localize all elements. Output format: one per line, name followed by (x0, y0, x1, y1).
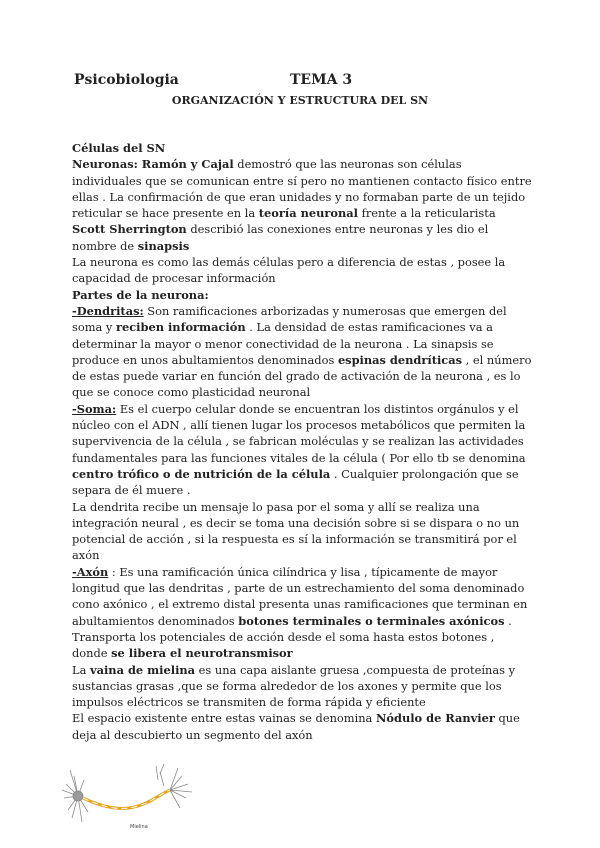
dendritas-label: -Dendritas: (72, 303, 144, 318)
axon-terminals-icon (156, 764, 192, 808)
soma-text-2: . Cualquier prolongación que se separa de él muere . (72, 466, 519, 498)
paragraph-dendritas (72, 303, 532, 401)
soma-dendrites-icon (62, 770, 88, 822)
vaina-term: vaina de mielina (89, 662, 196, 677)
espacio-text: El espacio existente entre estas vainas se denomina (72, 711, 376, 726)
axon-text-1: : Es una ramificación única cilíndrica y lisa , típicamente de mayor longitud que las dendritas , parte de un estrechamiento del soma denominado cono axónico , el extremo distal presenta unas ramificaciones que terminan en abultamientos denominados (72, 564, 528, 628)
paragraph-vaina (72, 662, 532, 711)
paragraph-ranvier (72, 710, 532, 743)
recibe-info-term: reciben información (115, 320, 246, 335)
axon-icon (83, 790, 170, 808)
paragraph-sherrington (72, 221, 532, 254)
paragraph-soma (72, 401, 532, 499)
paragraph-dendrita: La dendrita recibe un mensaje lo pasa por el soma y allí se realiza una integración neural , es decir se toma una decisión sobre si se dispara o no un potencial de acción , si la respuesta es sí la información se transmitirá por el axón (72, 499, 520, 563)
figure-caption: Mielina (130, 824, 148, 830)
ranvier-term: Nódulo de Ranvier (375, 711, 495, 726)
paragraph-axon (72, 564, 532, 662)
neuronas-label: Neuronas: Ramón y Cajal (72, 157, 234, 172)
axon-label: -Axón (72, 564, 109, 579)
dendritas-text-2: . La densidad de estas ramificaciones va a determinar la mayor o menor conectividad de la neurona . La sinapsis se produce en unos abultamientos denominados (72, 320, 494, 367)
axon-text-2: . Transporta los potenciales de acción desde el soma hasta estos botones , donde (72, 613, 512, 661)
document-body (72, 140, 532, 743)
ranvier-text: que deja al descubierto un segmento del axón (72, 711, 520, 742)
dendritas-text-1: Son ramificaciones arborizadas y numerosas que emergen del soma y (72, 303, 507, 335)
sherrington-label: Scott Sherrington (72, 222, 187, 237)
sinapsis-term: sinapsis (137, 238, 190, 253)
dendritas-text-3: , el número de estas puede variar en función del grado de activación de la neurona , es lo que se conoce como plasticidad neuronal (72, 352, 532, 400)
teoria-neuronal-term: teoría neuronal (258, 206, 358, 221)
section-partes-title: Partes de la neurona: (72, 287, 209, 302)
neuron-diagram (60, 762, 200, 832)
section-celulas-title: Células del SN (72, 141, 166, 155)
sherrington-text: describió las conexiones entre neuronas y les dio el nombre de (72, 222, 489, 253)
soma-label: -Soma: (72, 401, 117, 416)
vaina-text: es una capa aislante gruesa ,compuesta de proteínas y sustancias grasas ,que se forma alrededor de los axones y permite que los impulsos eléctricos se transmiten de forma rápida y eficiente (72, 662, 516, 710)
paragraph-neurona: La neurona es como las demás células pero a diferencia de estas , posee la capacidad de procesar información (72, 255, 506, 286)
tema-title: TEMA 3 (290, 72, 353, 88)
centro-trofico-term: centro trófico o de nutrición de la célula (72, 466, 331, 481)
libera-term: se libera el neurotransmisor (111, 646, 293, 661)
neuronas-text: demostró que las neuronas son células individuales que se comunican entre sí pero no mantienen contacto físico entre ellas . La confirmación de que eran unidades y no formaban parte de un tejido reticular se hace presente en la (72, 157, 532, 221)
soma-text-1: Es el cuerpo celular donde se encuentran los distintos orgánulos y el núcleo con el ADN , allí tienen lugar los procesos metabólicos que permiten la supervivencia de la célula , se fabrican moléculas y se realizan las actividades fundamentales para las funciones vitales de la célula ( Por ello tb se denomina (72, 401, 526, 465)
subject-title: Psicobiologia (74, 72, 179, 88)
botones-term: botones terminales o terminales axónicos (238, 613, 505, 628)
document-subtitle: ORGANIZACIÓN Y ESTRUCTURA DEL SN (171, 94, 429, 107)
vaina-pre: La (72, 662, 90, 677)
teoria-after-text: frente a la reticularista (357, 206, 496, 221)
espinas-term: espinas dendríticas (337, 352, 463, 367)
paragraph-neuronas (72, 156, 532, 221)
